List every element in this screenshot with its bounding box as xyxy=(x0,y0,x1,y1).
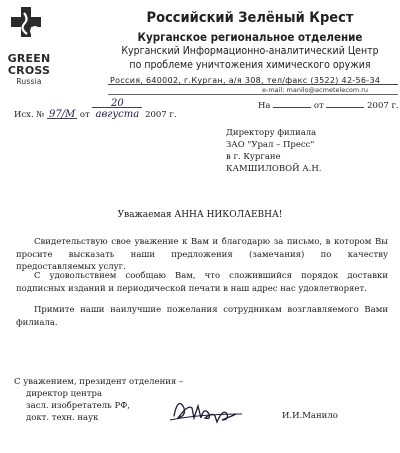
org-name: Российский Зелёный Крест xyxy=(146,10,354,26)
signature-line2: директор центра xyxy=(26,389,103,399)
recipient-line1: Директору филиала xyxy=(226,128,317,138)
center-name-line1: Курганский Информационно-аналитический Центр xyxy=(121,45,379,57)
signature-line4: докт. техн. наук xyxy=(26,413,99,423)
incoming-number xyxy=(273,98,311,108)
logo-text-country: Russia xyxy=(16,77,42,86)
handwritten-signature xyxy=(168,392,246,426)
body-paragraph-3: Примите наши наилучшие пожелания сотрудникам возглавляемого Вами филиала. xyxy=(16,305,388,328)
outgoing-date: 20 августа xyxy=(92,98,142,108)
body-paragraph-1: Свидетельствую свое уважение к Вам и благодарю за письмо, в котором Вы просите высказать наши предложения (замечания) по качеству предоставляемых услуг. xyxy=(16,237,388,272)
green-cross-logo-icon xyxy=(11,7,41,37)
header-divider xyxy=(108,84,398,85)
incoming-from-label: от xyxy=(313,101,324,111)
signatory-name: И.И.Манило xyxy=(282,411,338,421)
logo-text-cross: CROSS xyxy=(7,64,51,77)
logo-text-green: GREEN xyxy=(7,52,51,65)
greeting: Уважаемая АННА НИКОЛАЕВНА! xyxy=(117,210,283,220)
org-address: Россия, 640002, г.Курган, а/я 308, тел/факс (3522) 42-56-34 xyxy=(110,76,381,85)
org-email: e-mail: manilo@acmetelecom.ru xyxy=(262,86,369,94)
recipient-name: КАМШИЛОВОЙ А.Н. xyxy=(226,164,322,174)
center-name-line2: по проблеме уничтожения химического оружия xyxy=(129,59,371,71)
incoming-label: На xyxy=(258,101,271,111)
signature-line3: засл. изобретатель РФ, xyxy=(26,401,130,411)
header-divider-lower xyxy=(108,94,398,95)
incoming-date-field xyxy=(326,98,364,108)
outgoing-from-label: от xyxy=(79,110,90,120)
outgoing-reference xyxy=(14,98,177,120)
outgoing-number: 97/М xyxy=(48,109,76,120)
outgoing-year: 2007 г. xyxy=(145,110,177,120)
department-name: Курганское региональное отделение xyxy=(137,30,363,44)
incoming-year: 2007 г. xyxy=(367,101,399,111)
outgoing-label: Исх. № xyxy=(14,110,45,120)
body-paragraph-2: С удовольствием сообщаю Вам, что сложившийся порядок доставки подписных изданий и периодической печати в наш адрес нас удовлетворяет. xyxy=(16,271,388,294)
incoming-reference xyxy=(258,98,399,111)
recipient-line2: ЗАО "Урал – Пресс" xyxy=(226,140,315,150)
signature-line1: С уважением, президент отделения – xyxy=(14,377,184,387)
recipient-line3: в г. Кургане xyxy=(226,152,281,162)
